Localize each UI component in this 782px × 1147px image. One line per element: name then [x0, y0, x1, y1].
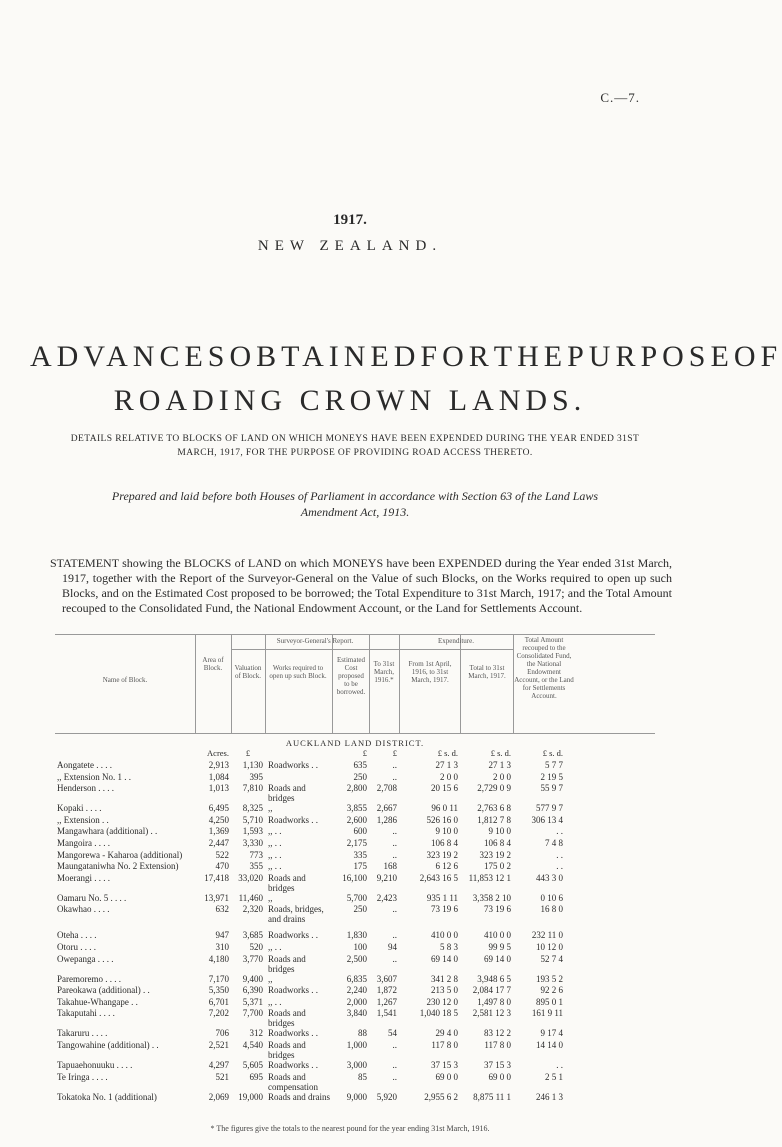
works-required: Roadworks . .	[268, 760, 318, 770]
block-name: Aongatete . . . .	[57, 760, 112, 770]
estimated-cost: 3,855	[346, 803, 367, 814]
table-row	[55, 815, 655, 827]
blocks-table	[55, 634, 655, 1103]
block-area: 4,297	[208, 1059, 229, 1070]
total-expenditure: 37 15 3	[484, 1059, 511, 1070]
block-valuation: 11,460	[238, 892, 263, 903]
expenditure-to-1916: 2,667	[376, 803, 397, 814]
estimated-cost: 250	[353, 771, 367, 782]
total-expenditure: 83 12 2	[484, 1028, 511, 1039]
table-row	[55, 838, 655, 850]
works-required: Roads and bridges	[268, 872, 306, 893]
works-required: ,, . .	[268, 826, 282, 837]
block-name: Paremoremo . . . .	[57, 973, 121, 984]
statement-paragraph: STATEMENT showing the BLOCKS of LAND on which MONEYS have been EXPENDED during the Year ended 31st March, 1917, together with the Report of the Surveyor-General on the Value of such Blocks, on the Works required to open up such Blocks, and on the Estimated Cost proposed to be borrowed; the Total Expenditure to 31st March, 1917; and the Total Amount recouped to the Consolidated Fund, the National Endowment Account, or the Land for Settlements Account.	[50, 556, 672, 615]
expenditure-to-1916: 9,210	[376, 872, 397, 883]
estimated-cost: 16,100	[342, 872, 367, 883]
expenditure-to-1916: ..	[392, 904, 397, 915]
estimated-cost: 335	[353, 849, 367, 860]
expenditure-to-1916: 3,607	[376, 973, 397, 984]
block-valuation: 5,710	[242, 814, 263, 825]
works-required: ,,	[268, 892, 273, 903]
expenditure-to-1916: 2,423	[376, 892, 397, 903]
total-column-header: Total to 31st March, 1917.	[468, 664, 506, 680]
table-row	[55, 974, 655, 986]
title-word: PURPOSE	[567, 340, 734, 373]
amount-recouped: . .	[556, 849, 563, 860]
expenditure-1916-1917: 6 12 6	[435, 861, 458, 872]
expenditure-1916-1917: 29 4 0	[435, 1028, 458, 1039]
table-row	[55, 904, 655, 924]
estimated-cost: 635	[353, 760, 367, 770]
to-31-march-1916-column-header: To 31st March, 1916.*	[373, 660, 395, 684]
block-area: 2,447	[208, 837, 229, 848]
block-name: Pareokawa (additional) . .	[57, 985, 150, 996]
title-word: THE	[493, 340, 568, 373]
expenditure-to-1916: ..	[392, 930, 397, 941]
unit-label: £	[392, 748, 397, 758]
works-required: Roadworks . .	[268, 930, 318, 941]
block-area: 521	[215, 1071, 229, 1082]
expenditure-1916-1917: 526 16 0	[426, 814, 458, 825]
works-required: Roadworks . .	[268, 814, 318, 825]
expenditure-1916-1917: 69 0 0	[435, 1071, 458, 1082]
works-required: ,,	[268, 803, 273, 814]
estimated-cost: 2,800	[346, 783, 367, 794]
block-name: Tokatoka No. 1 (additional)	[57, 1091, 157, 1102]
total-expenditure: 3,358 2 10	[472, 892, 511, 903]
total-expenditure: 1,812 7 8	[477, 814, 511, 825]
unit-label: £ s. d.	[490, 748, 511, 758]
total-expenditure: 27 1 3	[488, 760, 511, 770]
table-header	[55, 634, 655, 734]
estimated-cost: 2,000	[346, 996, 367, 1007]
estimated-cost: 250	[353, 904, 367, 915]
amount-recouped: 9 17 4	[540, 1028, 563, 1039]
block-area: 2,521	[208, 1039, 229, 1050]
total-expenditure: 1,497 8 0	[477, 996, 511, 1007]
block-area: 310	[215, 941, 229, 952]
block-valuation: 695	[249, 1071, 263, 1082]
works-required: ,, . .	[268, 996, 282, 1007]
block-area: 6,495	[208, 803, 229, 814]
expenditure-1916-1917: 2,955 6 2	[424, 1091, 458, 1102]
table-body	[55, 760, 655, 1103]
block-name: Te Iringa . . . .	[57, 1071, 108, 1082]
block-valuation: 5,605	[242, 1059, 263, 1070]
table-row	[55, 772, 655, 784]
expenditure-1916-1917: 96 0 11	[431, 803, 458, 814]
block-area: 706	[215, 1028, 229, 1039]
table-row	[55, 1040, 655, 1060]
block-valuation: 3,330	[242, 837, 263, 848]
table-row	[55, 985, 655, 997]
amount-recouped: . .	[556, 861, 563, 872]
expenditure-1916-1917: 20 15 6	[431, 783, 458, 794]
block-area: 2,913	[208, 760, 229, 770]
table-row	[55, 803, 655, 815]
block-area: 1,013	[208, 783, 229, 794]
unit-label: £ s. d.	[437, 748, 458, 758]
total-expenditure: 73 19 6	[484, 904, 511, 915]
amount-recouped: 577 9 7	[536, 803, 563, 814]
expenditure-1916-1917: 9 10 0	[435, 826, 458, 837]
expenditure-to-1916: 1,541	[376, 1008, 397, 1019]
block-valuation: 33,020	[238, 872, 263, 883]
table-row	[55, 760, 655, 772]
expenditure-to-1916: ..	[392, 953, 397, 964]
expenditure-to-1916: ..	[392, 760, 397, 770]
estimated-cost: 600	[353, 826, 367, 837]
block-name: Mangawhara (additional) . .	[57, 826, 158, 837]
estimated-cost-column-header: Estimated Cost proposed to be borrowed.	[336, 656, 366, 696]
amount-recouped: 55 9 7	[540, 783, 563, 794]
table-row	[55, 893, 655, 905]
block-valuation: 355	[249, 861, 263, 872]
works-required: Roads and drains	[268, 1091, 330, 1102]
block-valuation: 3,685	[242, 930, 263, 941]
table-row	[55, 873, 655, 893]
estimated-cost: 3,840	[346, 1008, 367, 1019]
works-required: Roads and bridges	[268, 783, 306, 804]
block-valuation: 3,770	[242, 953, 263, 964]
recouped-column-header: Total Amount recouped to the Consolidated Fund, the National Endowment Account, or the Land for Settlements Account.	[514, 636, 574, 700]
block-name: Takaruru . . . .	[57, 1028, 108, 1039]
amount-recouped: . .	[556, 1059, 563, 1070]
expenditure-1916-1917: 2 0 0	[440, 771, 458, 782]
works-required	[265, 772, 332, 784]
document-year: 1917.	[333, 212, 367, 228]
table-row	[55, 1072, 655, 1092]
estimated-cost: 5,700	[346, 892, 367, 903]
table-row	[55, 1060, 655, 1072]
amount-recouped: 306 13 4	[531, 814, 563, 825]
unit-label	[265, 748, 332, 760]
total-expenditure: 117 8 0	[484, 1039, 511, 1050]
block-valuation: 8,325	[242, 803, 263, 814]
expenditure-1916-1917: 5 8 3	[440, 941, 458, 952]
expenditure-1916-1917: 230 12 0	[426, 996, 458, 1007]
block-valuation: 773	[249, 849, 263, 860]
amount-recouped: 246 1 3	[536, 1091, 563, 1102]
total-expenditure: 3,948 6 5	[477, 973, 511, 984]
block-area: 2,069	[208, 1091, 229, 1102]
total-expenditure: 106 8 4	[484, 837, 511, 848]
works-required: ,, . .	[268, 861, 282, 872]
block-name: Owepanga . . . .	[57, 953, 114, 964]
unit-label: £	[362, 748, 367, 758]
expenditure-1916-1917: 117 8 0	[431, 1039, 458, 1050]
block-valuation: 5,371	[242, 996, 263, 1007]
estimated-cost: 2,600	[346, 814, 367, 825]
block-area: 7,202	[208, 1008, 229, 1019]
block-valuation: 7,700	[242, 1008, 263, 1019]
block-name: Henderson . . . .	[57, 783, 114, 794]
surveyor-report-group-header: Surveyor-General's Report.	[276, 637, 354, 645]
works-required: Roadworks . .	[268, 1059, 318, 1070]
table-row	[55, 826, 655, 838]
table-row	[55, 954, 655, 974]
block-valuation: 1,593	[242, 826, 263, 837]
works-required: Roads and bridges	[268, 1008, 306, 1029]
estimated-cost: 9,000	[346, 1091, 367, 1102]
total-expenditure: 410 0 0	[484, 930, 511, 941]
title-word: OF	[733, 340, 782, 373]
block-area: 632	[215, 904, 229, 915]
block-name: Takahue-Whangape . .	[57, 996, 138, 1007]
block-valuation: 520	[249, 941, 263, 952]
unit-label: Acres.	[207, 748, 229, 758]
block-name: Maungataniwha No. 2 Extension)	[57, 861, 179, 872]
amount-recouped: 14 14 0	[536, 1039, 563, 1050]
estimated-cost: 3,000	[346, 1059, 367, 1070]
block-area: 522	[215, 849, 229, 860]
expenditure-1916-1917: 1,040 18 5	[419, 1008, 458, 1019]
expenditure-to-1916: ..	[392, 1059, 397, 1070]
expenditure-1916-1917: 106 8 4	[431, 837, 458, 848]
total-expenditure: 99 9 5	[488, 941, 511, 952]
table-row	[55, 930, 655, 942]
expenditure-1916-1917: 323 19 2	[426, 849, 458, 860]
expenditure-1916-1917: 213 5 0	[431, 985, 458, 996]
works-required: ,,	[268, 973, 273, 984]
expenditure-to-1916: 1,872	[376, 985, 397, 996]
amount-recouped: 193 5 2	[536, 973, 563, 984]
expenditure-to-1916: ..	[392, 1071, 397, 1082]
amount-recouped: 2 19 5	[540, 771, 563, 782]
table-row	[55, 861, 655, 873]
block-area: 17,418	[204, 872, 229, 883]
total-expenditure: 2,763 6 8	[477, 803, 511, 814]
amount-recouped: 5 7 7	[545, 760, 563, 770]
expenditure-1916-1917: 410 0 0	[431, 930, 458, 941]
block-valuation: 395	[249, 771, 263, 782]
block-name: Oamaru No. 5 . . . .	[57, 892, 127, 903]
block-valuation: 7,810	[242, 783, 263, 794]
expenditure-to-1916: 168	[383, 861, 397, 872]
prepared-note: Prepared and laid before both Houses of Parliament in accordance with Section 63 of the Land Laws Amendment Act, 1913.	[111, 489, 599, 519]
expenditure-to-1916: 1,267	[376, 996, 397, 1007]
total-expenditure: 2,729 0 9	[477, 783, 511, 794]
expenditure-1916-1917: 341 2 8	[431, 973, 458, 984]
block-valuation: 2,320	[242, 904, 263, 915]
units-row	[55, 748, 655, 760]
table-row	[55, 850, 655, 862]
table-row	[55, 997, 655, 1009]
expenditure-group-header: Expenditure.	[438, 637, 474, 645]
expenditure-1916-1917: 935 1 11	[426, 892, 458, 903]
title-word: FOR	[420, 340, 494, 373]
total-expenditure: 69 0 0	[488, 1071, 511, 1082]
block-name: Takaputahi . . . .	[57, 1008, 115, 1019]
block-area: 1,369	[208, 826, 229, 837]
block-area: 470	[215, 861, 229, 872]
block-name: ,, Extension . .	[57, 814, 109, 825]
footnote: * The figures give the totals to the nearest pound for the year ending 31st March, 1916.	[210, 1124, 490, 1133]
works-column-header: Works required to open up such Block.	[269, 664, 327, 680]
district-heading: AUCKLAND LAND DISTRICT.	[285, 738, 425, 748]
block-name: Moerangi . . . .	[57, 872, 110, 883]
total-expenditure: 2,581 12 3	[472, 1008, 511, 1019]
block-area: 5,350	[208, 985, 229, 996]
block-name: Mangorewa - Kaharoa (additional)	[57, 849, 183, 860]
document-reference: C.—7.	[600, 90, 640, 105]
amount-recouped: 16 8 0	[540, 904, 563, 915]
block-area: 4,250	[208, 814, 229, 825]
block-area: 7,170	[208, 973, 229, 984]
expenditure-1916-1917: 69 14 0	[431, 953, 458, 964]
estimated-cost: 2,175	[346, 837, 367, 848]
name-column-header: Name of Block.	[102, 676, 148, 684]
works-required: Roadworks . .	[268, 1028, 318, 1039]
expenditure-to-1916: 94	[388, 941, 397, 952]
title-word: OBTAINED	[229, 340, 421, 373]
expenditure-to-1916: 5,920	[376, 1091, 397, 1102]
table-row	[55, 1028, 655, 1040]
total-expenditure: 323 19 2	[479, 849, 511, 860]
expenditure-1916-1917: 73 19 6	[431, 904, 458, 915]
works-required: ,, . .	[268, 837, 282, 848]
works-required: ,, . .	[268, 941, 282, 952]
country-heading: NEW ZEALAND.	[257, 238, 443, 254]
total-expenditure: 11,853 12 1	[468, 872, 511, 883]
block-area: 13,971	[204, 892, 229, 903]
estimated-cost: 2,500	[346, 953, 367, 964]
total-expenditure: 9 10 0	[488, 826, 511, 837]
estimated-cost: 88	[358, 1028, 367, 1039]
total-expenditure: 175 0 2	[484, 861, 511, 872]
unit-label: £ s. d.	[542, 748, 563, 758]
amount-recouped: 443 3 0	[536, 872, 563, 883]
expenditure-to-1916: ..	[392, 826, 397, 837]
block-valuation: 6,390	[242, 985, 263, 996]
block-name: ,, Extension No. 1 . .	[57, 771, 131, 782]
expenditure-1916-1917: 2,643 16 5	[419, 872, 458, 883]
works-required: Roads and bridges	[268, 1039, 306, 1060]
estimated-cost: 100	[353, 941, 367, 952]
total-expenditure: 2,084 17 7	[472, 985, 511, 996]
block-area: 6,701	[208, 996, 229, 1007]
block-name: Mangoira . . . .	[57, 837, 110, 848]
amount-recouped: 0 10 6	[540, 892, 563, 903]
block-valuation: 9,400	[242, 973, 263, 984]
estimated-cost: 175	[353, 861, 367, 872]
block-name: Okawhao . . . .	[57, 904, 110, 915]
total-expenditure: 69 14 0	[484, 953, 511, 964]
block-valuation: 312	[249, 1028, 263, 1039]
expenditure-to-1916: ..	[392, 849, 397, 860]
estimated-cost: 1,830	[346, 930, 367, 941]
block-area: 947	[215, 930, 229, 941]
unit-label: £	[245, 748, 251, 758]
expenditure-to-1916: 54	[388, 1028, 397, 1039]
amount-recouped: 92 2 6	[540, 985, 563, 996]
amount-recouped: 7 4 8	[545, 837, 563, 848]
estimated-cost: 2,240	[346, 985, 367, 996]
works-required: Roadworks . .	[268, 985, 318, 996]
works-required: Roads, bridges, and drains	[268, 904, 324, 925]
amount-recouped: 895 0 1	[536, 996, 563, 1007]
amount-recouped: 10 12 0	[536, 941, 563, 952]
amount-recouped: 52 7 4	[540, 953, 563, 964]
block-name: Tangowahine (additional) . .	[57, 1039, 159, 1050]
valuation-column-header: Valuation of Block.	[234, 664, 262, 680]
works-required: Roads and bridges	[268, 953, 306, 974]
block-valuation: 19,000	[238, 1091, 263, 1102]
expenditure-to-1916: ..	[392, 837, 397, 848]
block-name: Otoru . . . .	[57, 941, 96, 952]
block-name: Kopaki . . . .	[57, 803, 102, 814]
estimated-cost: 1,000	[346, 1039, 367, 1050]
estimated-cost: 6,835	[346, 973, 367, 984]
from-1-april-column-header: From 1st April, 1916, to 31st March, 1917.	[408, 660, 452, 684]
amount-recouped: 161 9 11	[531, 1008, 563, 1019]
amount-recouped: 232 11 0	[531, 930, 563, 941]
expenditure-to-1916: ..	[392, 1039, 397, 1050]
title-line-1	[30, 340, 782, 374]
expenditure-to-1916: 1,286	[376, 814, 397, 825]
expenditure-to-1916: 2,708	[376, 783, 397, 794]
table-row	[55, 1092, 655, 1104]
subtitle: DETAILS RELATIVE TO BLOCKS OF LAND ON WHICH MONEYS HAVE BEEN EXPENDED DURING THE YEAR ENDED 31ST MARCH, 1917, FOR THE PURPOSE OF PROVIDING ROAD ACCESS THERETO.	[70, 434, 640, 458]
table-row	[55, 1008, 655, 1028]
title-word: ADVANCES	[30, 340, 230, 373]
block-name: Oteha . . . .	[57, 930, 97, 941]
area-column-header: Area of Block.	[202, 656, 224, 672]
block-valuation: 4,540	[242, 1039, 263, 1050]
works-required: ,, . .	[268, 849, 282, 860]
expenditure-to-1916: ..	[392, 771, 397, 782]
block-valuation: 1,130	[242, 760, 263, 770]
amount-recouped: . .	[556, 826, 563, 837]
total-expenditure: 8,875 11 1	[473, 1091, 511, 1102]
title-line-2: ROADING CROWN LANDS.	[113, 384, 587, 417]
table-row	[55, 783, 655, 803]
block-area: 1,084	[208, 771, 229, 782]
table-row	[55, 942, 655, 954]
amount-recouped: 2 5 1	[545, 1071, 563, 1082]
estimated-cost: 85	[358, 1071, 367, 1082]
works-required: Roads and compensation	[268, 1071, 318, 1092]
total-expenditure: 2 0 0	[493, 771, 511, 782]
expenditure-1916-1917: 27 1 3	[435, 760, 458, 770]
block-area: 4,180	[208, 953, 229, 964]
block-name: Tapuaehonuuku . . . .	[57, 1059, 133, 1070]
expenditure-1916-1917: 37 15 3	[431, 1059, 458, 1070]
